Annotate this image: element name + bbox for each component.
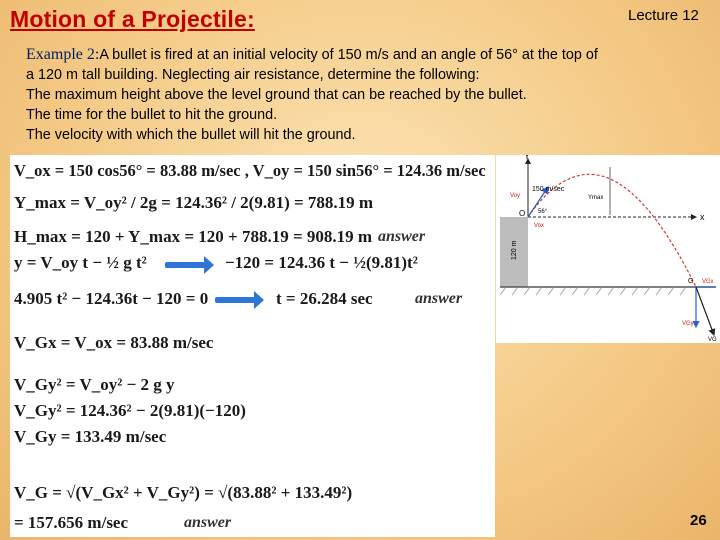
problem-line-1 [26,45,706,65]
vg-label: VG [708,337,717,343]
problem-statement [26,45,706,145]
ground-point-label: G [688,278,694,285]
building-height-label: 120 m [511,240,518,260]
solution-panel [10,155,495,537]
equation-vgx: V_Gx = V_ox = 83.88 m/sec [14,333,214,352]
initial-velocity-label: 150 m/sec [532,186,565,193]
vgy-label: VGy [682,321,694,327]
lecture-label: Lecture 12 [628,7,699,24]
vg-vector [696,287,714,335]
problem-text-1: A bullet is fired at an initial velocity of 150 m/s and an angle of 56° at the top of [99,47,598,63]
voy-label: Voy [510,193,521,199]
answer-label-2: answer [415,290,463,307]
problem-line-3: The maximum height above the level ground that can be reached by the bullet. [26,87,527,103]
ground-hatch [500,287,686,295]
answer-label-3: answer [184,514,232,531]
angle-label: 56° [538,209,548,215]
projectile-diagram [496,155,720,343]
vgx-label: VGx [702,279,714,285]
problem-line-2: a 120 m tall building. Neglecting air resistance, determine the following: [26,67,480,83]
answer-label-1: answer [378,228,426,245]
problem-line-4: The time for the bullet to hit the ground. [26,107,278,123]
y-axis-label: Y [524,155,531,161]
projectile-diagram-svg [496,155,720,343]
example-label: Example 2: [26,46,100,63]
equation-vg-result: = 157.656 m/sec [14,513,129,532]
page-number: 26 [690,512,707,529]
equation-displacement: y = V_oy t − ½ g t² [14,253,147,272]
equation-vgy: V_Gy = 133.49 m/sec [14,427,167,446]
vox-label: Vox [534,223,545,229]
slide-title: Motion of a Projectile: [10,6,255,32]
equation-ymax: Y_max = V_oy² / 2g = 124.36² / 2(9.81) = 788.19 m [14,193,374,212]
equation-hmax: H_max = 120 + Y_max = 120 + 788.19 = 908.19 m [14,227,373,246]
arrow-icon [165,262,205,268]
problem-line-5: The velocity with which the bullet will hit the ground. [26,127,356,143]
equation-substitution: −120 = 124.36 t − ½(9.81)t² [225,253,418,272]
equation-vgy-substitution: V_Gy² = 124.36² − 2(9.81)(−120) [14,401,246,420]
equation-vgy-squared: V_Gy² = V_oy² − 2 g y [14,375,175,394]
equation-time: t = 26.284 sec [276,289,373,308]
ymax-label: Ymax [588,195,604,201]
equation-quadratic: 4.905 t² − 124.36t − 120 = 0 [14,289,209,308]
arrow-icon [215,297,255,303]
equation-velocity-components: V_ox = 150 cos56° = 83.88 m/sec , V_oy = 150 sin56° = 124.36 m/sec [14,161,486,180]
origin-label: O [519,209,526,218]
x-axis-label: x [700,212,705,222]
equation-vg: V_G = √(V_Gx² + V_Gy²) = √(83.88² + 133.49²) [14,483,353,502]
